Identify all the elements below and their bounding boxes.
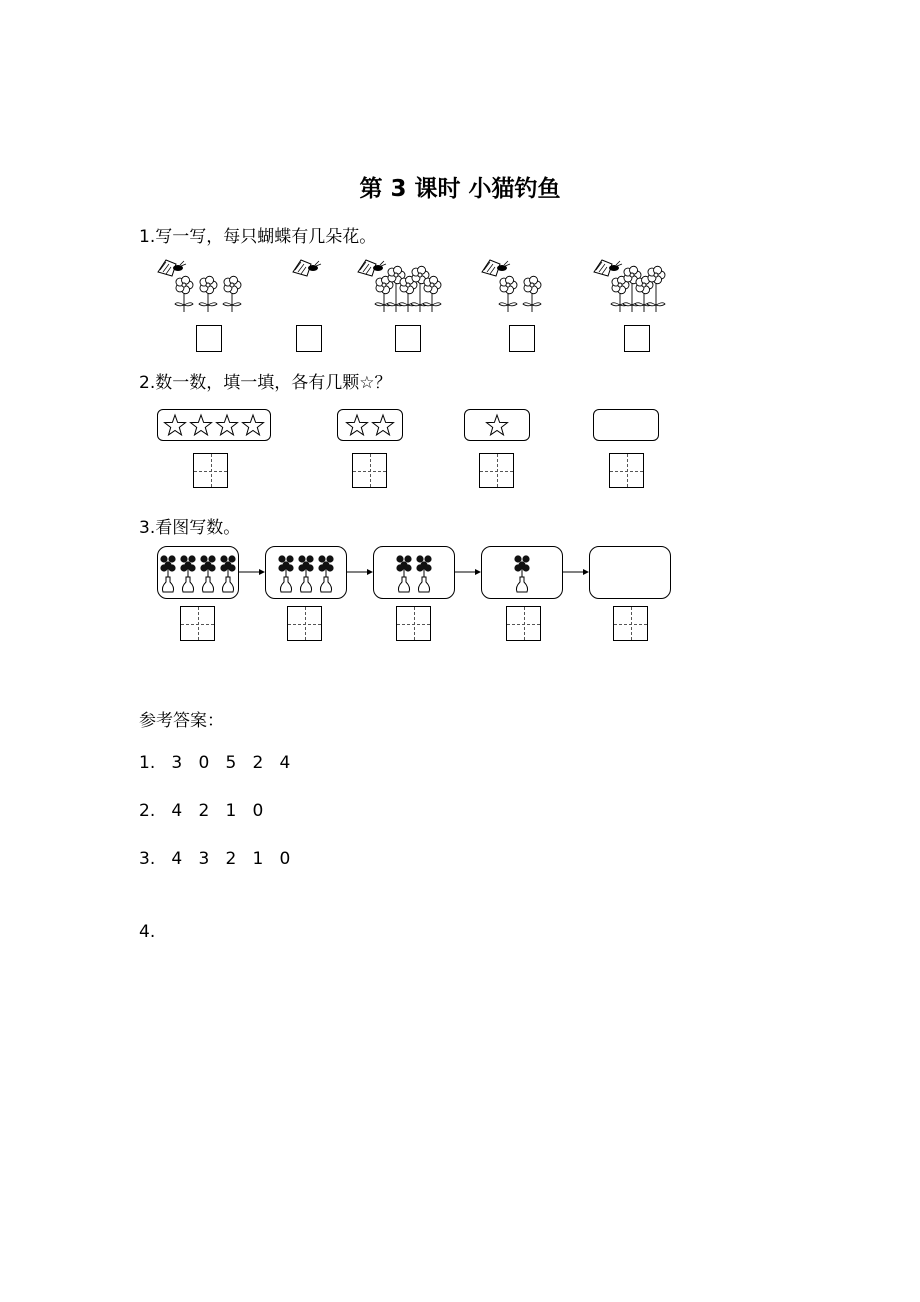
vase-icon	[200, 555, 215, 592]
answer-line-3: 3. 4 3 2 1 0	[139, 849, 291, 869]
vase-icon	[278, 555, 293, 592]
vase-icon	[318, 555, 333, 592]
question-2-text: 2.数一数，填一填，各有几颗☆？	[139, 373, 392, 393]
answer-grid-3-1[interactable]	[180, 606, 215, 641]
page-title: 第 3 课时 小猫钓鱼	[359, 176, 561, 202]
vase-icon	[514, 555, 529, 592]
vase-icon	[298, 555, 313, 592]
answer-line-1: 1. 3 0 5 2 4	[139, 753, 291, 773]
answer-grid-3-2[interactable]	[287, 606, 322, 641]
question-3-text: 3.看图写数。	[139, 518, 241, 538]
vase-icon	[160, 555, 175, 592]
answer-grid-3-4[interactable]	[506, 606, 541, 641]
answer-grid-3-5[interactable]	[613, 606, 648, 641]
answer-grid-3-3[interactable]	[396, 606, 431, 641]
vase-icon	[396, 555, 411, 592]
vase-icon	[220, 555, 235, 592]
vase-icon	[180, 555, 195, 592]
question-1-text: 1.写一写，每只蝴蝶有几朵花。	[139, 227, 377, 247]
answer-line-4: 4.	[139, 922, 156, 942]
answer-heading: 参考答案：	[139, 711, 224, 731]
vase-icon	[416, 555, 431, 592]
answer-line-2: 2. 4 2 1 0	[139, 801, 264, 821]
